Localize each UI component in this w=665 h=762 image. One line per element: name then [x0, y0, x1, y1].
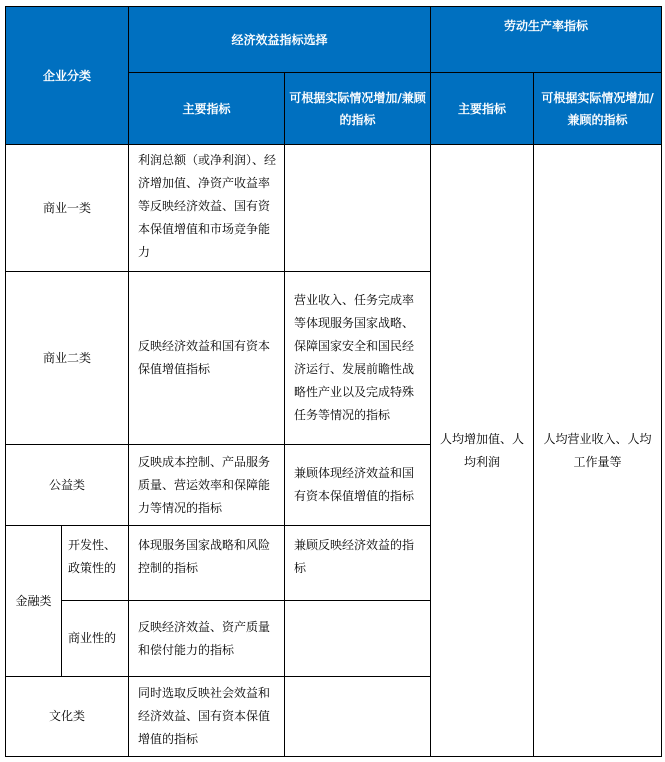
category-commercial2: 商业二类	[6, 272, 129, 445]
header-enterprise-category: 企业分类	[6, 7, 129, 145]
table-row	[6, 145, 662, 272]
commercial1-optional	[285, 145, 431, 272]
public-main: 反映成本控制、产品服务质量、营运效率和保障能力等情况的指标	[129, 445, 285, 526]
category-commercial1: 商业一类	[6, 145, 129, 272]
financial-policy-optional: 兼顾反映经济效益的指标	[285, 526, 431, 601]
indicator-table	[5, 6, 662, 757]
header-main-indicator: 主要指标	[129, 73, 285, 145]
header-labor-optional-indicator: 可根据实际情况增加/兼顾的指标	[534, 73, 662, 145]
header-labor-group: 劳动生产率指标	[431, 7, 662, 73]
header-labor-main-indicator: 主要指标	[431, 73, 534, 145]
financial-commercial-optional	[285, 601, 431, 677]
category-cultural: 文化类	[6, 677, 129, 757]
commercial2-main: 反映经济效益和国有资本保值增值指标	[129, 272, 285, 445]
category-financial: 金融类	[6, 526, 62, 677]
category-public: 公益类	[6, 445, 129, 526]
cultural-optional	[285, 677, 431, 757]
cultural-main: 同时选取反映社会效益和经济效益、国有资本保值增值的指标	[129, 677, 285, 757]
commercial2-optional: 营业收入、任务完成率等体现服务国家战略、保障国家安全和国民经济运行、发展前瞻性战略性产业以及完成特殊任务等情况的指标	[285, 272, 431, 445]
labor-optional: 人均营业收入、人均工作量等	[534, 145, 662, 757]
labor-main: 人均增加值、人均利润	[431, 145, 534, 757]
financial-commercial-main: 反映经济效益、资产质量和偿付能力的指标	[129, 601, 285, 677]
header-row-1	[6, 7, 662, 73]
financial-commercial-subcategory: 商业性的	[62, 601, 129, 677]
commercial1-main: 利润总额（或净利润）、经济增加值、净资产收益率等反映经济效益、国有资本保值增值和市场竞争能力	[129, 145, 285, 272]
financial-policy-subcategory: 开发性、政策性的	[62, 526, 129, 601]
header-econ-group: 经济效益指标选择	[129, 7, 431, 73]
public-optional: 兼顾体现经济效益和国有资本保值增值的指标	[285, 445, 431, 526]
financial-policy-main: 体现服务国家战略和风险控制的指标	[129, 526, 285, 601]
header-optional-indicator: 可根据实际情况增加/兼顾的指标	[285, 73, 431, 145]
